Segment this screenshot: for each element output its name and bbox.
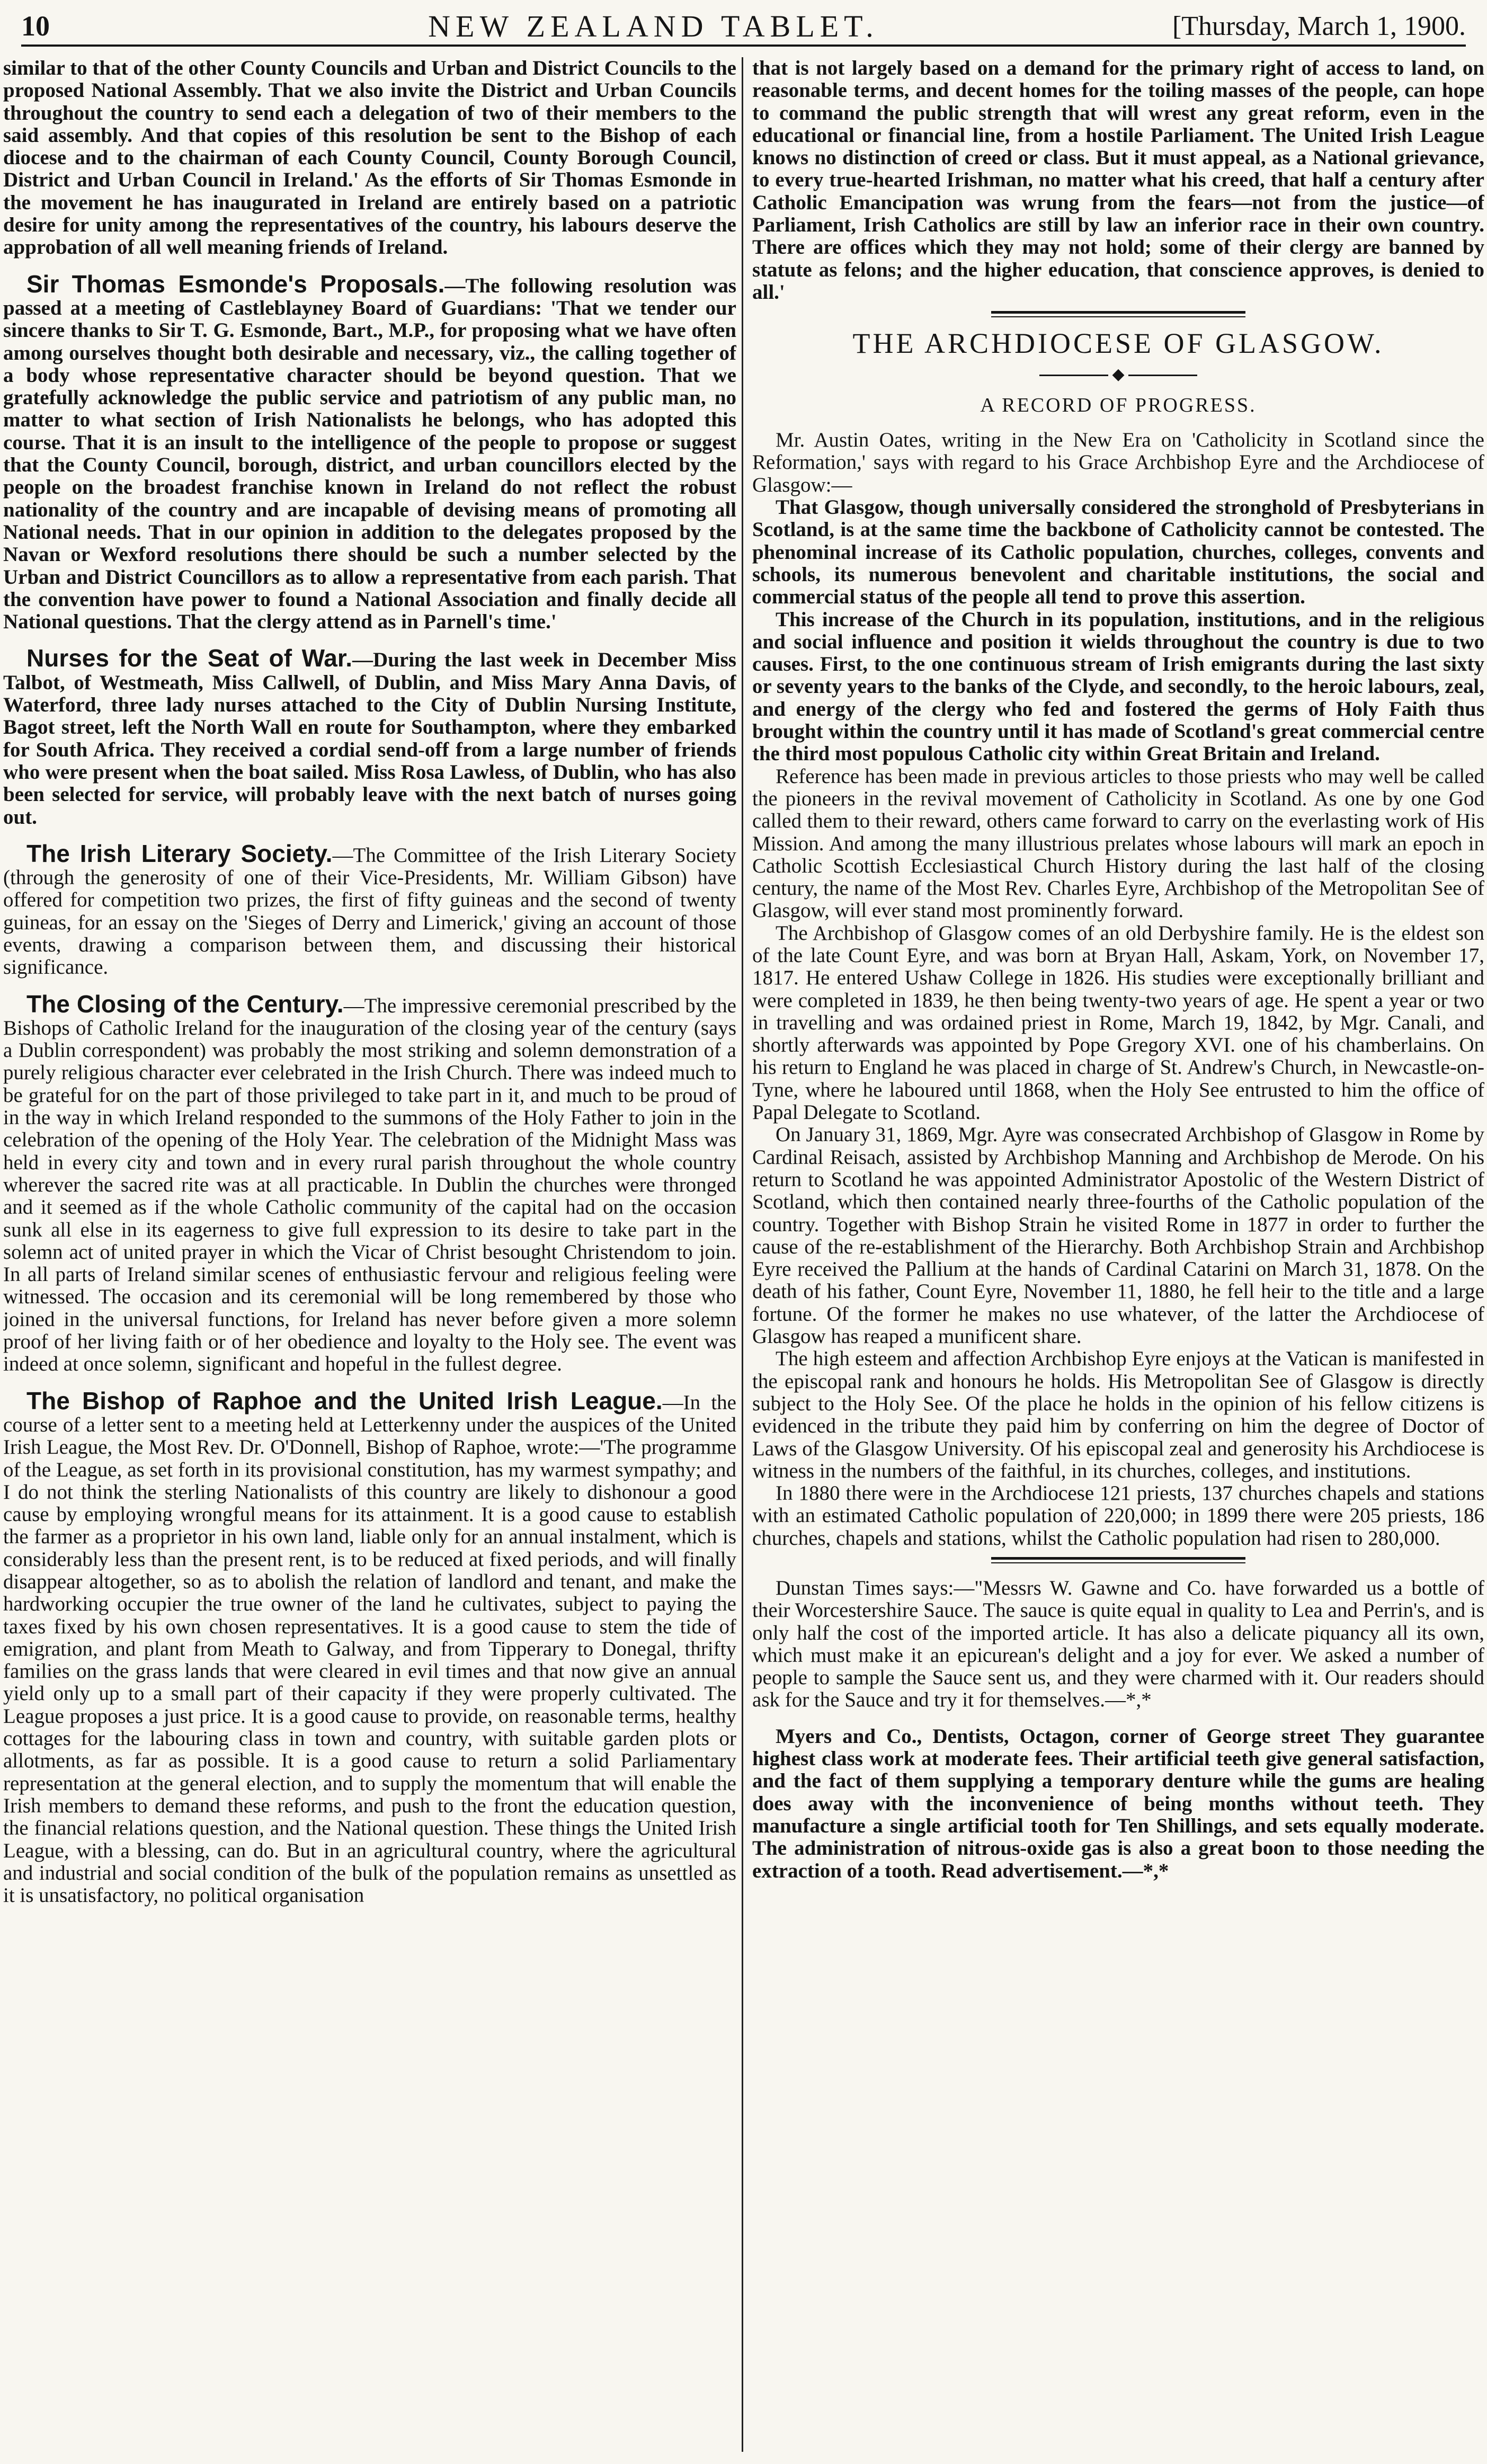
- text-closing-century: —The impressive ceremonial prescribed by the Bishops of Catholic Ireland for the inauguration of the closing year of the century (says a Dublin correspondent) was probably the most striking and solemn demonstration of a purely religious character ever celebrated in the Irish Church. There was indeed much to be grateful for on the part of those privileged to take part in it, and much to be proud of in the way in which Ireland responded to the summons of the Holy Father to join in the celebration of the opening of the Holy Year. The celebration of the Midnight Mass was held in every city and town and in every rural parish throughout the whole country wherever the sacred rite was at all practicable. In Dublin the churches were thronged and it seemed as if the whole Catholic community of the capital had on the occasion sunk all else in its eagerness to give full expression to its desire to take part in the solemn act of united prayer in which the Vicar of Christ besought Christendom to join. In all parts of Ireland similar scenes of enthusiastic fervour and religious feeling were witnessed. The occasion and its ceremonial will be long remembered by those who joined in the universal functions, for Ireland has never before given a more solemn proof of her living faith or of her obedience and loyalty to the Holy see. The event was indeed at once solemn, significant and hopeful in the fullest degree.: [3, 994, 736, 1376]
- article-title: THE ARCHDIOCESE OF GLASGOW.: [852, 327, 1384, 360]
- continued-paragraph: similar to that of the other County Councils and Urban and District Councils to the proposed National Assembly. That we also invite the District and Urban Councils throughout the country to send each a delegation of two of their members to the said assembly. And that copies of this resolution be sent to the Bishop of each diocese and to the chairman of each County Council, County Borough Council, District and Urban Council in Ireland.' As the efforts of Sir Thomas Esmonde in the movement he has inaugurated in Ireland are entirely based on a patriotic desire for unity among the representatives of the country, his labours deserve the approbation of all well meaning friends of Ireland.: [3, 57, 736, 259]
- heading-closing-century: The Closing of the Century.: [26, 990, 344, 1018]
- article-paragraph: In 1880 there were in the Archdiocese 121 priests, 137 churches chapels and stations with an estimated Catholic population of 220,000; in 1899 there were 205 priests, 186 churches, chapels and stations, whilst the Catholic population had risen to 280,000.: [752, 1482, 1484, 1550]
- page-number: 10: [21, 10, 50, 42]
- section-bishop-raphoe: [3, 1386, 736, 1907]
- article-paragraph: Reference has been made in previous articles to those priests who may well be called the pioneers in the revival movement of Catholicity in Scotland. As one by one God called them to their reward, others came forward to carry on the everlasting work of His Mission. And among the many illustrious prelates whose labours will mark an epoch in Catholic Scottish Ecclesiastical Church History during the last half of the closing century, the name of the Most Rev. Charles Eyre, Archbishop of the Metropolitan See of Glasgow, will ever stand most prominently forward.: [752, 764, 1484, 922]
- text-bishop-raphoe: —In the course of a letter sent to a meeting held at Letterkenny under the auspices of the United Irish League, the Most Rev. Dr. O'Donnell, Bishop of Raphoe, wrote:—'The programme of the League, as set forth in its provisional constitution, has my warmest sympathy; and I do not think the sterling Nationalists of this country are likely to dishonour a good cause by employing wrongful means for its attainment. It is a good cause to establish the farmer as a proprietor in his own land, liable only for an annual instalment, which is considerably less than the present rent, is to be reduced at fixed periods, and will finally disappear altogether, so as to abolish the relation of landlord and tenant, and make the hardworking occupier the true owner of the land he cultivates, subject to paying the taxes fixed by his own chosen representatives. It is a good cause to stem the tide of emigration, and plant from Meath to Galway, and from Tipperary to Donegal, thrifty families on the grass lands that were cleared in evil times and that now give an annual yield only up to a small part of their capacity if they were properly cultivated. The League proposes a just price. It is a good cause to provide, on reasonable terms, healthy cottages for the labouring class in town and country, with suitable garden plots or allotments, as far as possible. It is a good cause to return a solid Parliamentary representation at the general election, and to supply the momentum that will enable the Irish members to demand these reforms, and push to the front the education question, the financial relations question, and the National question. These things the United Irish League, with a blessing, can do. But in an agricultural country, where the agricultural and industrial and social condition of the bulk of the population remains as unsettled as it is unsatisfactory, no political organisation: [3, 1391, 736, 1907]
- text-literary-society: —The Committee of the Irish Literary Society (through the generosity of one of their Vice-Presidents, Mr. William Gibson) have offered for competition two prizes, the first of fifty guineas and the second of twenty guineas, for an essay on the 'Sieges of Derry and Limerick,' giving an account of those events, drawing a comparison between them, and discussing their historical significance.: [3, 843, 736, 979]
- notice-sauce: Dunstan Times says:—"Messrs W. Gawne and Co. have forwarded us a bottle of their Worcestershire Sauce. The sauce is quite equal in quality to Lea and Perrin's, and is only half the cost of the imported article. It has also a delicate piquancy all its own, which must make it an epicurean's delight and a joy for ever. We asked a number of people to sample the Sauce sent us, and they were charmed with it. Our readers should ask for the Sauce and try it for themselves.—*,*: [752, 1577, 1484, 1712]
- article-paragraph: This increase of the Church in its population, institutions, and in the religious and social influence and position it wields throughout the country is due to two causes. First, to the one continuous stream of Irish emigrants during the last sixty or seventy years to the banks of the Clyde, and secondly, to the heroic labours, zeal, and energy of the clergy who fed and fostered the germs of Holy Faith thus brought within the country until it has made of Scotland's great commercial centre the third most populous Catholic city within Great Britain and Ireland.: [752, 608, 1484, 766]
- page-header: [21, 7, 1466, 47]
- heading-esmonde-proposals: Sir Thomas Esmonde's Proposals.: [26, 270, 445, 298]
- heading-bishop-raphoe: The Bishop of Raphoe and the United Irish League.: [26, 1386, 663, 1415]
- text-esmonde-proposals: —The following resolution was passed at a meeting of Castleblayney Board of Guardians: 'That we tender our sincere thanks to Sir T. G. Esmonde, Bart., M.P., for proposing what we have often among ourselves thought both desirable and necessary, viz., the calling together of a body whose representative character should be beyond question. That we gratefully acknowledge the public service and patriotism of any public man, no matter to what section of Irish Nationalists he belongs, who has adopted this course. That it is an insult to the intelligence of the people to propose or suggest that the County Council, borough, district, and urban councillors elected by the people on the broadest franchise known in Ireland do not reflect the robust nationality of the country and are incapable of devising means of promoting all National needs. That in our opinion in addition to the delegates proposed by the Navan or Wexford resolutions there should be such a number selected by the Urban and District Councillors as to allow a representative from each parish. That the convention have power to found a National Association and finally decide all National questions. That the clergy attend as in Parnell's time.': [3, 274, 736, 634]
- article-paragraph: On January 31, 1869, Mgr. Ayre was consecrated Archbishop of Glasgow in Rome by Cardinal Reisach, assisted by Archbishop Manning and Archbishop de Merode. On his return to Scotland he was appointed Administrator Apostolic of the Western District of Scotland, which then contained nearly three-fourths of the Catholic population of the country. Together with Bishop Strain he visited Rome in 1877 in order to further the cause of the re-establishment of the Hierarchy. Both Archbishop Strain and Archbishop Eyre received the Pallium at the hands of Cardinal Catarini on March 31, 1878. On the death of his father, Count Eyre, November 11, 1880, he fell heir to the title and a large fortune. Of the former he makes no use whatever, of the latter the Archdiocese of Glasgow has reaped a munificent share.: [752, 1123, 1484, 1348]
- section-esmonde: [3, 270, 736, 634]
- notice-dentists: Myers and Co., Dentists, Octagon, corner of George street They guarantee highest class work at moderate fees. Their artificial teeth give general satisfaction, and the fact of them supplying a temporary denture while the gums are healing does away with the inconvenience of being months without teeth. They manufacture a single artificial tooth for Ten Shillings, and sets equally moderate. The administration of nitrous-oxide gas is also a great boon to those needing the extraction of a tooth. Read advertisement.—*,*: [752, 1724, 1484, 1882]
- left-column: [3, 57, 736, 2452]
- heading-literary-society: The Irish Literary Society.: [26, 839, 333, 867]
- column-divider: [742, 57, 743, 2452]
- article-paragraph: The high esteem and affection Archbishop Eyre enjoys at the Vatican is manifested in the episcopal rank and honours he holds. His Metropolitan See of Glasgow is directly subject to the Holy See. Of the place he holds in the opinion of his fellow citizens is evidenced in the tribute they paid him by conferring on him the degree of Doctor of Laws of the Glasgow University. Of his episcopal zeal and generosity his Archdiocese is witness in the numbers of the faithful, in its churches, colleges, and institutions.: [752, 1347, 1484, 1482]
- heading-nurses: Nurses for the Seat of War.: [26, 644, 353, 672]
- right-column: [752, 57, 1484, 2452]
- continued-paragraph-right: that is not largely based on a demand for the primary right of access to land, on reasonable terms, and decent homes for the toiling masses of the people, can hope to command the public strength that will wrest any great reform, even in the educational or financial line, from a hostile Parliament. The United Irish League knows no distinction of creed or class. But it must appeal, as a National grievance, to every true-hearted Irishman, no matter what his creed, that half a century after Catholic Emancipation was wrung from the fears—not from the justice—of Parliament, Irish Catholics are still by law an inferior race in their own country. There are offices which they may not hold; some of their clergy are banned by statute as felons; and the higher education, that conscience approves, is denied to all.': [752, 57, 1484, 304]
- section-nurses: [3, 644, 736, 829]
- text-nurses: —During the last week in December Miss Talbot, of Westmeath, Miss Callwell, of Dublin, and Miss Mary Anna Davis, of Waterford, three lady nurses attached to the City of Dublin Nursing Institute, Bagot street, left the North Wall en route for Southampton, where they embarked for South Africa. They received a cordial send-off from a large number of friends who were present when the boat sailed. Miss Rosa Lawless, of Dublin, who has also been selected for service, will probably leave with the next batch of nurses going out.: [3, 648, 736, 829]
- diamond-icon: ◆: [1112, 365, 1125, 383]
- section-closing-century: [3, 990, 736, 1376]
- section-literary-society: [3, 839, 736, 979]
- article-paragraph: The Archbishop of Glasgow comes of an old Derbyshire family. He is the eldest son of the late Count Eyre, and was born at Bryan Hall, Askam, York, on November 17, 1817. He entered Ushaw College in 1826. His studies were exceptionally brilliant and were completed in 1839, he then being twenty-two years of age. He spent a year or two in travelling and was ordained priest in Rome, March 19, 1842, by Mgr. Canali, and shortly afterwards was appointed by Pope Gregory XVI. one of his chamberlains. On his return to England he was placed in charge of St. Andrew's Church, in Newcastle-on-Tyne, where he laboured until 1868, when the Holy See entrusted to him the office of Papal Delegate to Scotland.: [752, 921, 1484, 1124]
- article-subtitle: A RECORD OF PROGRESS.: [980, 394, 1257, 416]
- masthead-title: NEW ZEALAND TABLET.: [428, 8, 879, 43]
- diamond-divider: [752, 363, 1484, 386]
- double-rule: [991, 1557, 1245, 1563]
- issue-date: [Thursday, March 1, 1900.: [1172, 11, 1466, 41]
- article-paragraph: That Glasgow, though universally considered the stronghold of Presbyterians in Scotland, is at the same time the backbone of Catholicity cannot be contested. The phenominal increase of its Catholic population, churches, colleges, convents and schools, its numerous benevolent and charitable institutions, the social and commercial status of the people all tend to prove this assertion.: [752, 496, 1484, 609]
- article-paragraph: Mr. Austin Oates, writing in the New Era on 'Catholicity in Scotland since the Reformation,' says with regard to his Grace Archbishop Eyre and the Archdiocese of Glasgow:—: [752, 429, 1484, 496]
- double-rule: [991, 311, 1245, 317]
